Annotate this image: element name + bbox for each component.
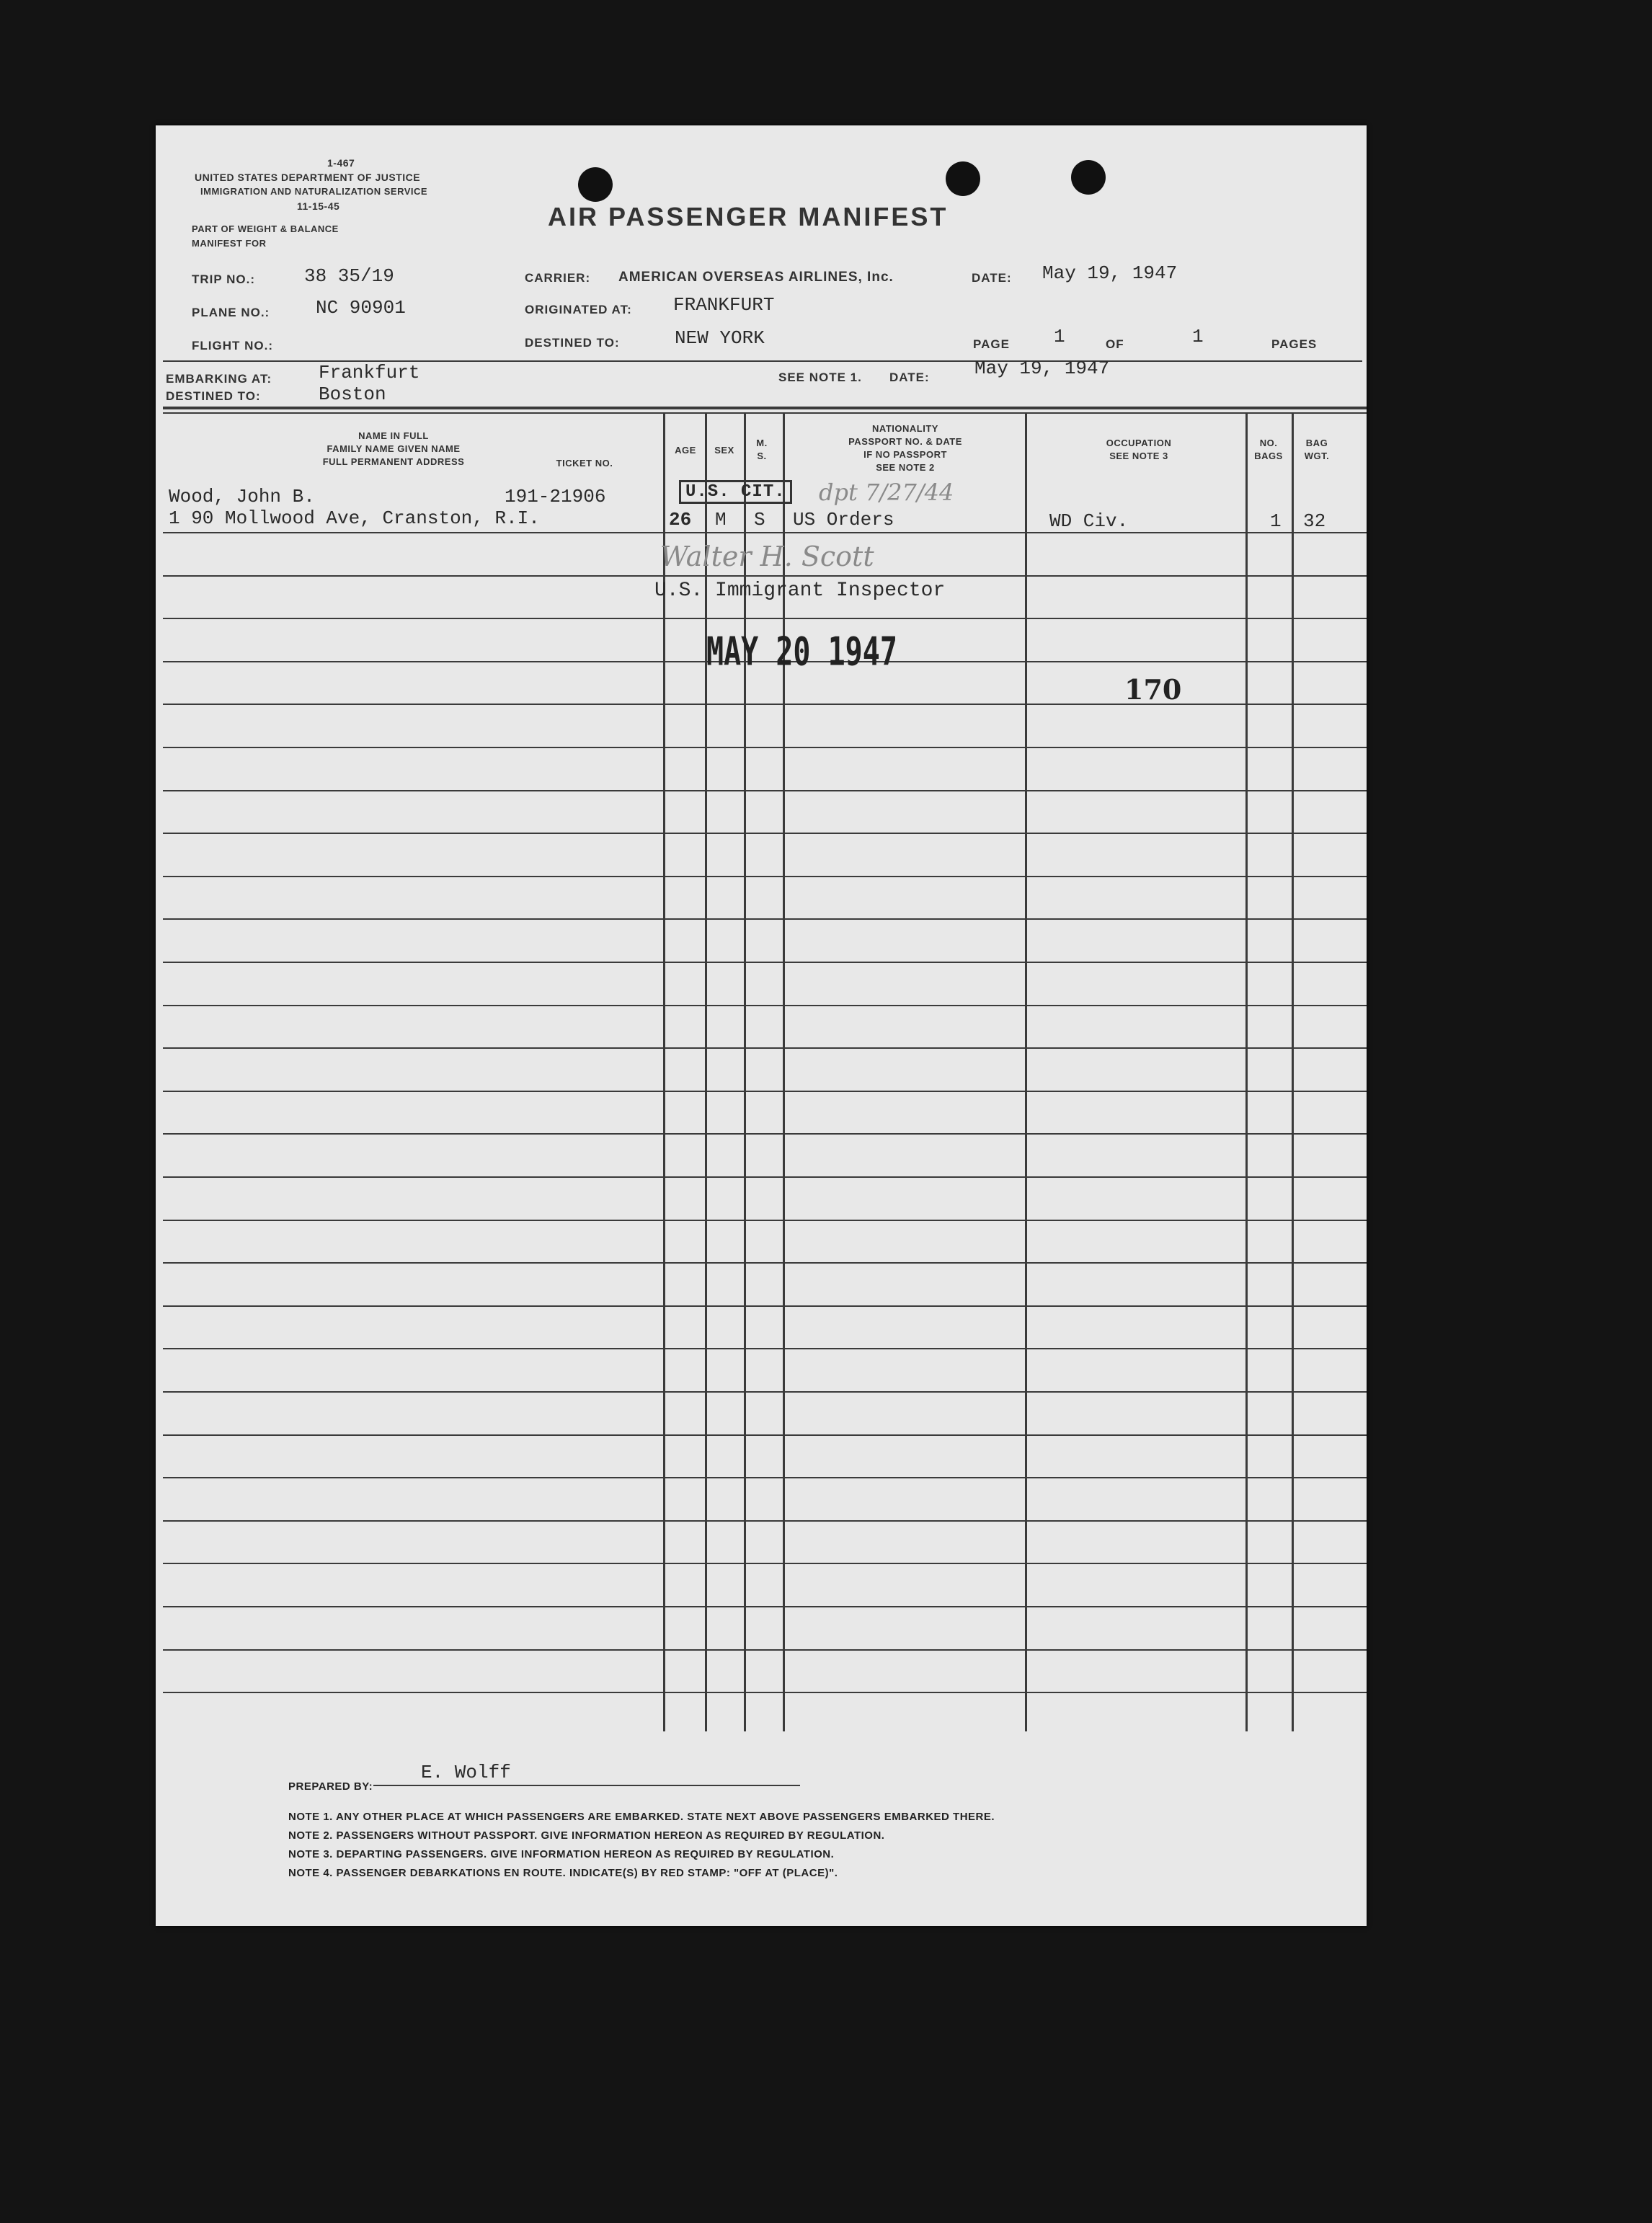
row-rule <box>163 1133 1367 1135</box>
destined-label: DESTINED TO: <box>525 336 620 350</box>
punch-hole-right <box>1071 160 1106 195</box>
passenger-passport: US Orders <box>793 509 894 531</box>
form-date: 11-15-45 <box>297 200 340 212</box>
originated-value: FRANKFURT <box>673 294 775 316</box>
row-rule <box>163 1262 1367 1264</box>
row-rule <box>163 790 1367 791</box>
row-rule <box>163 1563 1367 1564</box>
col-ms-header: M. S. <box>756 438 768 461</box>
page-value: 1 <box>1054 326 1065 347</box>
col-rule-nationality <box>783 412 785 1731</box>
manifest-page <box>156 125 1367 1926</box>
col-sex-header: SEX <box>714 445 734 456</box>
row-rule <box>163 747 1367 748</box>
inspector-title: U.S. Immigrant Inspector <box>654 580 946 602</box>
passenger-ticket: 191-21906 <box>505 486 606 507</box>
col-rule-occupation <box>1025 412 1027 1731</box>
row-rule <box>163 1649 1367 1651</box>
col-nationality-header: NATIONALITY PASSPORT NO. & DATE IF NO PASSPORT SEE NOTE 2 <box>848 423 962 473</box>
see-note-label: SEE NOTE 1. <box>778 370 862 384</box>
table-top-rule-2 <box>163 412 1367 414</box>
row-rule <box>163 1391 1367 1393</box>
of-value: 1 <box>1192 326 1204 347</box>
department-line: UNITED STATES DEPARTMENT OF JUSTICE <box>195 172 421 183</box>
passenger-bags: 1 <box>1270 510 1282 532</box>
destined-value: NEW YORK <box>675 327 765 349</box>
col-rule-bags <box>1245 412 1248 1731</box>
row-rule <box>163 1434 1367 1436</box>
col-ticket-header: TICKET NO. <box>556 458 613 469</box>
row-rule <box>163 1047 1367 1049</box>
row-rule <box>163 575 1367 577</box>
row-rule <box>163 1305 1367 1307</box>
passenger-name: Wood, John B. <box>169 486 315 507</box>
number-stamp: 170 <box>1124 673 1182 706</box>
col-occupation-header: OCCUPATION SEE NOTE 3 <box>1106 438 1172 461</box>
col-rule-weight <box>1292 412 1294 1731</box>
passenger-ms: S <box>754 509 765 531</box>
row-rule <box>163 876 1367 877</box>
part-of-line2: MANIFEST FOR <box>192 238 267 249</box>
originated-label: ORIGINATED AT: <box>525 303 632 316</box>
trip-value: 38 35/19 <box>304 265 394 287</box>
destined2-label: DESTINED TO: <box>166 389 261 403</box>
prepared-by-underline <box>373 1785 800 1786</box>
passport-handwritten-note: dpt 7/27/44 <box>819 479 954 506</box>
col-name-header: NAME IN FULL FAMILY NAME GIVEN NAME FULL PERMANENT ADDRESS <box>322 430 465 467</box>
row-rule <box>163 1220 1367 1221</box>
prepared-by-value: E. Wolff <box>421 1762 511 1783</box>
embarking-label: EMBARKING AT: <box>166 372 272 386</box>
col-rule-age <box>663 412 665 1731</box>
table-top-rule <box>163 407 1367 409</box>
col-weight-header: BAG WGT. <box>1304 438 1330 461</box>
note-2: NOTE 2. PASSENGERS WITHOUT PASSPORT. GIVE INFORMATION HEREON AS REQUIRED BY REGULATION. <box>288 1829 885 1842</box>
passenger-address: 1 90 Mollwood Ave, Cranston, R.I. <box>169 507 540 529</box>
row-rule <box>163 1520 1367 1522</box>
row-rule <box>163 532 1367 533</box>
of-label: OF <box>1106 337 1124 351</box>
plane-value: NC 90901 <box>316 297 406 319</box>
col-bags-header: NO. BAGS <box>1254 438 1283 461</box>
trip-label: TRIP NO.: <box>192 272 256 286</box>
note-1: NOTE 1. ANY OTHER PLACE AT WHICH PASSENGERS ARE EMBARKED. STATE NEXT ABOVE PASSENGERS EMBARKED THERE. <box>288 1811 995 1823</box>
row-rule <box>163 1091 1367 1092</box>
row-rule <box>163 962 1367 963</box>
passenger-occupation: WD Civ. <box>1049 510 1129 532</box>
date2-value: May 19, 1947 <box>974 358 1110 379</box>
col-rule-ms <box>744 412 746 1731</box>
row-rule <box>163 1005 1367 1006</box>
row-rule <box>163 704 1367 705</box>
nationality-stamp: U.S. CIT. <box>679 480 792 504</box>
carrier-value: AMERICAN OVERSEAS AIRLINES, Inc. <box>618 270 894 285</box>
manifest-title: AIR PASSENGER MANIFEST <box>548 202 949 231</box>
row-rule <box>163 1606 1367 1607</box>
destined2-value: Boston <box>319 383 386 405</box>
col-rule-sex <box>705 412 707 1731</box>
embarking-value: Frankfurt <box>319 362 420 383</box>
carrier-label: CARRIER: <box>525 271 591 285</box>
note-3: NOTE 3. DEPARTING PASSENGERS. GIVE INFORMATION HEREON AS REQUIRED BY REGULATION. <box>288 1848 835 1860</box>
date2-label: DATE: <box>889 370 930 384</box>
plane-label: PLANE NO.: <box>192 306 270 319</box>
row-rule <box>163 1477 1367 1478</box>
col-age-header: AGE <box>675 445 696 456</box>
row-rule <box>163 618 1367 619</box>
part-of-line1: PART OF WEIGHT & BALANCE <box>192 223 339 234</box>
row-rule <box>163 833 1367 834</box>
row-rule <box>163 1348 1367 1349</box>
row-rule <box>163 918 1367 920</box>
date-value: May 19, 1947 <box>1042 262 1178 284</box>
date-label: DATE: <box>972 271 1012 285</box>
note-4: NOTE 4. PASSENGER DEBARKATIONS EN ROUTE. INDICATE(S) BY RED STAMP: "OFF AT (PLACE)". <box>288 1867 838 1879</box>
punch-hole-mid <box>946 161 980 196</box>
row-rule <box>163 1176 1367 1178</box>
row-rule <box>163 1692 1367 1693</box>
passenger-weight: 32 <box>1303 510 1326 532</box>
passenger-age: 26 <box>669 509 692 531</box>
pages-label: PAGES <box>1271 337 1318 351</box>
punch-hole-left <box>578 167 613 202</box>
service-line: IMMIGRATION AND NATURALIZATION SERVICE <box>200 186 428 197</box>
flight-label: FLIGHT NO.: <box>192 339 273 352</box>
page-label: PAGE <box>973 337 1010 351</box>
form-number: 1-467 <box>327 157 355 169</box>
prepared-by-label: PREPARED BY: <box>288 1780 373 1793</box>
passenger-sex: M <box>715 509 727 531</box>
date-stamp: MAY 20 1947 <box>706 630 897 675</box>
inspector-signature: Walter H. Scott <box>660 541 874 572</box>
